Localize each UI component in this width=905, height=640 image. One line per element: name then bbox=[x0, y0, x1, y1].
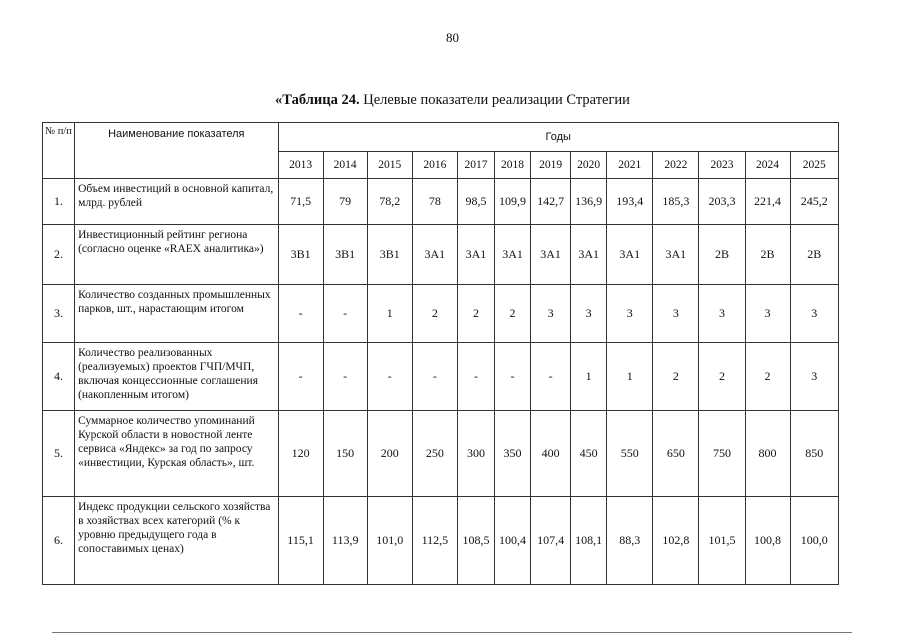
indicator-value: 78,2 bbox=[367, 179, 412, 225]
indicator-value: 2 bbox=[494, 285, 530, 343]
indicator-name: Количество созданных промышленных парков, шт., нарастающим итогом bbox=[75, 285, 278, 343]
indicator-value: 750 bbox=[699, 411, 745, 497]
indicator-value: 3 bbox=[699, 285, 745, 343]
indicator-value: 3А1 bbox=[571, 225, 607, 285]
row-number: 2. bbox=[43, 225, 75, 285]
row-number: 1. bbox=[43, 179, 75, 225]
year-header-cell: 2020 bbox=[571, 152, 607, 179]
table-title-text: Целевые показатели реализации Стратегии bbox=[359, 92, 630, 108]
indicator-value: 150 bbox=[323, 411, 367, 497]
indicator-value: 2В bbox=[745, 225, 790, 285]
indicator-value: 136,9 bbox=[571, 179, 607, 225]
year-header-cell: 2017 bbox=[457, 152, 494, 179]
indicator-value: 100,8 bbox=[745, 497, 790, 585]
indicator-value: 400 bbox=[531, 411, 571, 497]
indicator-value: 1 bbox=[571, 343, 607, 411]
table-title-number: «Таблица 24. bbox=[275, 92, 360, 108]
indicator-name: Объем инвестиций в основной капитал, млрд. рублей bbox=[75, 179, 278, 225]
indicator-value: 245,2 bbox=[790, 179, 838, 225]
page-bottom-divider bbox=[52, 632, 852, 633]
indicator-value: - bbox=[367, 343, 412, 411]
table-row bbox=[43, 411, 839, 497]
header-name: Наименование показателя bbox=[75, 123, 278, 179]
year-header-cell: 2024 bbox=[745, 152, 790, 179]
indicator-value: 3А1 bbox=[494, 225, 530, 285]
indicator-value: 250 bbox=[412, 411, 457, 497]
indicator-value: 100,0 bbox=[790, 497, 838, 585]
indicator-value: - bbox=[531, 343, 571, 411]
indicator-value: 800 bbox=[745, 411, 790, 497]
indicator-value: 2В bbox=[790, 225, 838, 285]
row-number: 5. bbox=[43, 411, 75, 497]
year-header-cell: 2021 bbox=[607, 152, 653, 179]
indicator-value: 108,5 bbox=[457, 497, 494, 585]
table-row bbox=[43, 225, 839, 285]
indicators-table bbox=[42, 122, 839, 585]
indicator-value: 2В bbox=[699, 225, 745, 285]
indicator-value: 3А1 bbox=[531, 225, 571, 285]
row-number: 3. bbox=[43, 285, 75, 343]
indicator-value: 300 bbox=[457, 411, 494, 497]
indicator-value: 79 bbox=[323, 179, 367, 225]
indicator-value: 185,3 bbox=[653, 179, 699, 225]
indicator-value: 108,1 bbox=[571, 497, 607, 585]
table-row bbox=[43, 285, 839, 343]
indicator-value: 221,4 bbox=[745, 179, 790, 225]
indicator-value: 3 bbox=[571, 285, 607, 343]
indicator-value: 88,3 bbox=[607, 497, 653, 585]
year-header-cell: 2022 bbox=[653, 152, 699, 179]
page-number: 80 bbox=[446, 30, 459, 45]
header-years: Годы bbox=[278, 123, 838, 152]
row-number: 4. bbox=[43, 343, 75, 411]
year-header-cell: 2015 bbox=[367, 152, 412, 179]
indicator-value: 850 bbox=[790, 411, 838, 497]
indicator-name: Инвестиционный рейтинг региона (согласно оценке «RAEX аналитика») bbox=[75, 225, 278, 285]
indicator-value: - bbox=[323, 285, 367, 343]
indicator-value: 3 bbox=[531, 285, 571, 343]
indicator-value: 1 bbox=[607, 343, 653, 411]
indicator-value: 2 bbox=[699, 343, 745, 411]
indicator-value: 203,3 bbox=[699, 179, 745, 225]
indicator-value: 2 bbox=[457, 285, 494, 343]
indicator-value: 142,7 bbox=[531, 179, 571, 225]
indicator-value: 71,5 bbox=[278, 179, 323, 225]
indicator-value: 101,5 bbox=[699, 497, 745, 585]
table-title bbox=[0, 92, 905, 109]
indicator-value: 3В1 bbox=[278, 225, 323, 285]
indicator-value: 101,0 bbox=[367, 497, 412, 585]
year-header-cell: 2018 bbox=[494, 152, 530, 179]
indicator-value: 3В1 bbox=[367, 225, 412, 285]
indicator-value: 2 bbox=[412, 285, 457, 343]
header-num: № п/п bbox=[43, 123, 75, 179]
year-header-cell: 2014 bbox=[323, 152, 367, 179]
indicator-value: - bbox=[278, 285, 323, 343]
indicator-value: 3 bbox=[653, 285, 699, 343]
indicator-value: - bbox=[278, 343, 323, 411]
indicator-value: - bbox=[412, 343, 457, 411]
indicator-value: 550 bbox=[607, 411, 653, 497]
year-header-cell: 2023 bbox=[699, 152, 745, 179]
indicator-value: 3 bbox=[745, 285, 790, 343]
indicator-value: 100,4 bbox=[494, 497, 530, 585]
indicator-value: 113,9 bbox=[323, 497, 367, 585]
indicator-value: 120 bbox=[278, 411, 323, 497]
indicator-value: - bbox=[457, 343, 494, 411]
indicator-value: 3А1 bbox=[607, 225, 653, 285]
table-row bbox=[43, 179, 839, 225]
indicator-value: 1 bbox=[367, 285, 412, 343]
year-header-cell: 2013 bbox=[278, 152, 323, 179]
indicator-value: 112,5 bbox=[412, 497, 457, 585]
table-row bbox=[43, 497, 839, 585]
indicator-value: 102,8 bbox=[653, 497, 699, 585]
indicator-value: 98,5 bbox=[457, 179, 494, 225]
table-body bbox=[43, 123, 839, 585]
indicator-value: - bbox=[494, 343, 530, 411]
indicator-value: 3В1 bbox=[323, 225, 367, 285]
indicator-name: Количество реализованных (реализуемых) проектов ГЧП/МЧП, включая концессионные соглашения (накопленным итогом) bbox=[75, 343, 278, 411]
year-header-cell: 2016 bbox=[412, 152, 457, 179]
header-row bbox=[43, 123, 839, 152]
indicator-value: 2 bbox=[745, 343, 790, 411]
indicator-value: 115,1 bbox=[278, 497, 323, 585]
indicator-value: 3А1 bbox=[457, 225, 494, 285]
indicator-value: 3 bbox=[790, 343, 838, 411]
indicator-value: 193,4 bbox=[607, 179, 653, 225]
year-header-cell: 2019 bbox=[531, 152, 571, 179]
indicator-value: 450 bbox=[571, 411, 607, 497]
indicator-value: - bbox=[323, 343, 367, 411]
indicator-value: 3 bbox=[790, 285, 838, 343]
indicator-value: 107,4 bbox=[531, 497, 571, 585]
table-row bbox=[43, 343, 839, 411]
year-header-cell: 2025 bbox=[790, 152, 838, 179]
indicator-value: 350 bbox=[494, 411, 530, 497]
indicator-value: 109,9 bbox=[494, 179, 530, 225]
indicator-name: Индекс продукции сельского хозяйства в хозяйствах всех категорий (% к уровню предыдущего года в сопоставимых ценах) bbox=[75, 497, 278, 585]
indicator-value: 3А1 bbox=[653, 225, 699, 285]
indicator-value: 2 bbox=[653, 343, 699, 411]
indicator-value: 650 bbox=[653, 411, 699, 497]
indicator-value: 78 bbox=[412, 179, 457, 225]
row-number: 6. bbox=[43, 497, 75, 585]
indicator-name: Суммарное количество упоминаний Курской области в новостной ленте сервиса «Яндекс» за год по запросу «инвестиции, Курская область», шт. bbox=[75, 411, 278, 497]
indicator-value: 200 bbox=[367, 411, 412, 497]
indicator-value: 3А1 bbox=[412, 225, 457, 285]
indicator-value: 3 bbox=[607, 285, 653, 343]
